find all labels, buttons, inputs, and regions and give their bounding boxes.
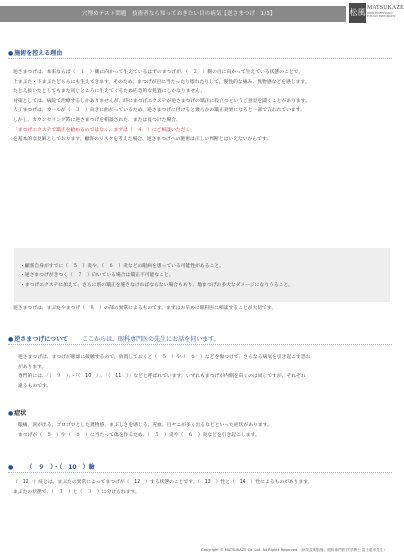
- body-line: まぶたの状態で、（ ３ ）と（ ３ ）に分けられます。: [13, 489, 140, 495]
- logo-icon: 松風: [349, 3, 366, 23]
- section-divider: [8, 58, 392, 59]
- body-line: 対策としては、病院で治療するしかありませんが、時にまつげエクステが逆さまつげの矯正に役立つというご意見を聞くことがあります。: [13, 98, 310, 104]
- section-heading-symptoms: ●症状: [8, 410, 27, 417]
- section4-body: [13, 478, 393, 497]
- header-title: 穴埋めテスト問題 技術者なら知っておきたい目の病気【逆さまつげ 1/3】: [82, 11, 276, 17]
- brand-sub-1: JAPAN PROFESSIONAL: [367, 12, 394, 15]
- body-line: があります。: [18, 364, 47, 370]
- body-line: 逆さまつげは、まぶたやまつげ（ ８ ）の部の異常によるものです。まずはお早めに眼科医に相談することが大切です。: [13, 306, 277, 311]
- section-subheading: ここからは、眼科専門医の先生にお話を伺います。: [82, 336, 220, 343]
- brand-name: MATSUKAZE: [367, 5, 404, 11]
- brand-block: [367, 5, 404, 19]
- bullet-icon: ●: [8, 410, 14, 417]
- body-line: 人工まつげは、カールが（ ３ ）向きに曲がっているため、逆さまつげに付けると幾らかの矯正効果になると一部で言われています。: [13, 108, 305, 114]
- page-header: [0, 0, 404, 26]
- section-divider: [8, 344, 392, 345]
- body-line: 上まぶた・下まぶたどちらにも生えてきます。そのため、まつげが目に当たったり擦れたりして、慢性的な痛み、異物感などを感じます。: [13, 79, 310, 85]
- brand-sub-2: EYELASH ENTHUSIASTS: [367, 15, 396, 19]
- section-heading-reasons: ●施術を控える理由: [8, 50, 63, 57]
- caution-item: ・逆さまつげがきつく（ ７ ）向いている場合は矯正不可能なこと。: [20, 273, 174, 279]
- body-line: 専門的には、「（ ９ ）」・「（ 10 ）」、「（ 11 ）」などと呼ばれています。いずれもまつげが内側を向くのは同じですが、それぞれ: [18, 374, 306, 380]
- section-divider: [8, 472, 392, 473]
- section2-body: [13, 353, 393, 391]
- body-line: （ 12 ）症とは、まぶたの異常によってまつげが（ 12 ）する状態のことです。（ 13 ）性と（ 14 ）性によるものがあります。: [13, 480, 313, 485]
- caution-item: ・顧客自身がすでに（ ５ ）炎や、（ ６ ）炎などの眼病を患っている可能性があること。: [20, 264, 224, 269]
- body-line: 逆さまつげは、まつげが眼球に接触するので、放置しておくと（ ５ ）や（ ６ ）などを傷つけて、さらなる病気を引き起こす恐れ: [18, 355, 311, 360]
- caution-box: [14, 248, 390, 302]
- body-line: たとえ抜いたとしてもまた同じところに生えてくるため応急的な処置にしかなりません。: [13, 89, 206, 95]
- bullet-icon: ●: [8, 336, 14, 343]
- section3-body: [13, 421, 393, 440]
- section-heading-eyelid: ● （ ９ ）・（ 10 ）瞼: [8, 464, 95, 471]
- copyright-footer: Copyright © MATSUKAZE Co.,Ltd. All Rights Reserved.（病気説明監修：眼科専門医 医学博士 富士聡彦先生）: [201, 548, 387, 552]
- body-line: まつげが（ ５ ）や（ ６ ）に当たって傷を作るため、（ ５ ）炎や（ ６ ）炎などを引き起こします。: [18, 432, 260, 438]
- bullet-icon: ●: [8, 464, 14, 471]
- bullet-icon: ●: [8, 50, 14, 57]
- body-line: 眼痛、涙が出る、ゴロゴロとした異物感、まぶしさを感じる、充血、目ヤニが多く出るなどといった症状があります。: [18, 423, 272, 428]
- body-line: 逆さまつげは、本来ならば（ １ ）側に向かって生えているはずのまつげが、（ ２ ）側の目に向かって生えている状態のことで、: [13, 70, 304, 75]
- section1-conclusion: [13, 304, 393, 314]
- highlight-line: 「まつげエクステで矯正を勧めるのではなく、まずは（ ４ ）にご相談いただく」: [13, 127, 196, 133]
- body-line: 違うものです。: [18, 383, 52, 389]
- section-heading-about: ●逆さまつげについて ここからは、眼科専門医の先生にお話を伺います。: [8, 336, 220, 343]
- body-line: しかし、カウンセリング時に逆さまつげを相談された、または見つけた場合、: [13, 117, 181, 123]
- section1-body: [13, 68, 393, 145]
- body-line: を基本的な見解としております。顧客のリスクを考えた場合、逆さまつげへの施術は正しい判断とはいえないからです。: [13, 137, 272, 143]
- caution-item: ・まつげエクステに加えて、さらに別の矯正を施さなければならない場合もあり、地まつげの多大なダメージになりうること。: [20, 282, 294, 288]
